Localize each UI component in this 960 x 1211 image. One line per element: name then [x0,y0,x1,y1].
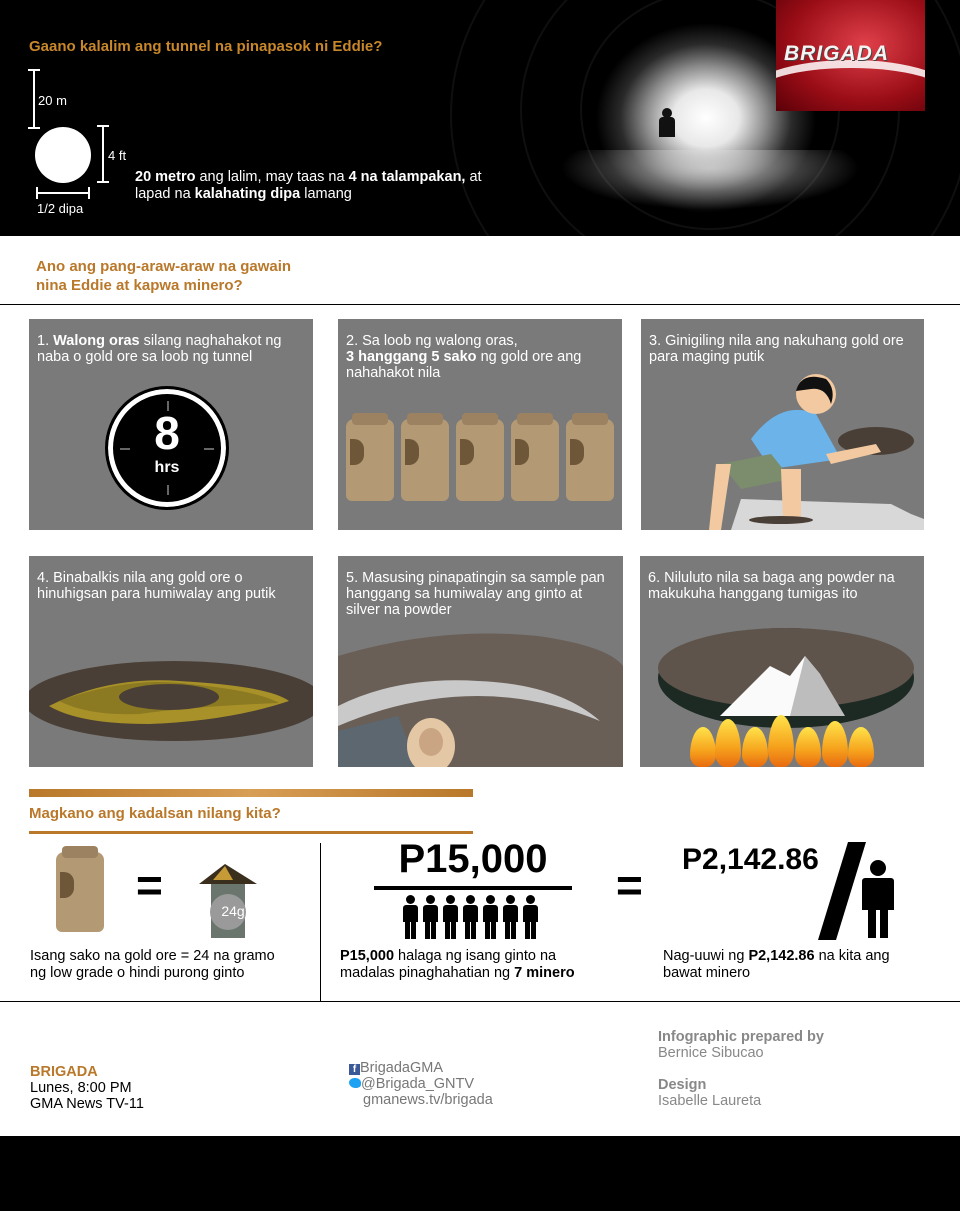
step-1-num: 1. [37,333,50,349]
step-4-num: 4. [37,570,50,586]
eq3-caption-text: Nag-uuwi ng [663,948,749,964]
desc-text: ang lalim, may taas na [195,169,349,185]
clock-tick [167,485,169,495]
eq1-caption-line1: Isang sako na gold ore = 24 na gramo [30,948,275,964]
gold-ore-sack-icon [56,852,104,932]
step-3-body: Ginigiling nila ang nakuhang gold ore para maging putik [649,333,904,365]
panning-illustration [29,556,313,767]
step-1-bold: Walong oras [53,333,140,349]
brigada-logo [776,0,925,111]
miner-person-icon [523,895,538,939]
width-label: 1/2 dipa [37,201,84,216]
step-6-body: Niluluto nila sa baga ang powder na makukuha hanggang tumigas ito [648,570,895,602]
per-miner-amount: P2,142.86 [682,843,819,876]
tunnel-cross-section-icon [35,127,91,183]
grinding-miner-illustration [641,319,924,530]
desc-text: lamang [300,185,352,202]
sack-icon [511,419,559,501]
miner-person-icon [463,895,478,939]
twitter-link[interactable] [349,1076,493,1092]
step-3-num: 3. [649,333,662,349]
eq3-caption [663,948,890,981]
section-divider [0,304,960,305]
show-name: BRIGADA [30,1064,98,1080]
eq2-caption-text: madalas pinaghahatian ng [340,964,515,981]
step-panel-3 [641,319,924,530]
show-schedule: Lunes, 8:00 PM [30,1080,132,1096]
sack-icon [401,419,449,501]
show-info [30,1064,144,1112]
design-name: Isabelle Laureta [658,1093,762,1109]
desc-bold-width: kalahating dipa [194,185,301,202]
equals-sign: = [616,859,643,911]
gold-value-amount: P15,000 [398,837,548,881]
gold-nugget-icon [195,860,261,938]
step-5-num: 5. [346,570,359,586]
clock-unit: hrs [154,459,180,476]
step-4-body: Binabalkis nila ang gold ore o hinuhigsan para humiwalay ang putik [37,570,276,602]
equals-sign: = [136,859,163,911]
step-6-num: 6. [648,570,661,586]
desc-text: at lapad na [135,169,482,202]
step-5-body: Masusing pinapatingin sa sample pan hanggang sa humiwalay ang ginto at silver na powder [346,570,605,618]
vertical-divider [320,843,321,1001]
website-link[interactable]: gmanews.tv/brigada [363,1092,493,1108]
social-links [349,1060,493,1108]
eq2-caption [340,948,575,981]
sample-pan-illustration [338,556,623,767]
desc-bold-depth: 20 metro [135,169,196,185]
fraction-bar [374,886,572,890]
clock-icon [105,386,229,510]
desc-bold-height: 4 na talampakan, [348,169,466,185]
step-panel-6 [640,556,924,767]
section1-question-line2: nina Eddie at kapwa minero? [36,277,243,294]
miner-silhouette-body [659,117,675,137]
twitter-icon [349,1078,361,1088]
sack-icon [456,419,504,501]
sack-icon [566,419,614,501]
eq2-caption-bold: P15,000 [340,948,395,964]
depth-label: 20 m [38,93,67,108]
miner-person-icon [423,895,438,939]
design-label: Design [658,1077,707,1093]
eq3-caption-text: na kita ang [814,948,890,964]
prepared-label: Infographic prepared by [658,1029,824,1045]
section1-question [36,257,291,295]
height-label: 4 ft [108,148,127,163]
hero-banner [0,0,960,236]
tunnel-description [135,169,505,202]
tunnel-dimension-diagram [25,66,135,216]
eq2-caption-bold: 7 minero [514,964,575,981]
sack-icon [346,419,394,501]
facebook-link[interactable] [349,1060,493,1076]
logo-swoosh [776,60,925,111]
water-reflection [560,150,860,210]
eq3-caption-bold: P2,142.86 [748,948,815,964]
section1-question-line1: Ano ang pang-araw-araw na gawain [36,258,292,275]
clock-number: 8 [154,407,180,459]
gold-weight-label: 24g [221,903,245,919]
eq3-caption-line2: bawat minero [663,964,751,981]
miners-group-icon [403,895,548,941]
facebook-icon: f [349,1064,360,1075]
step-panel-2 [338,319,622,530]
step-1-body: silang naghahakot ng naba o gold ore sa loob ng tunnel [37,333,282,365]
facebook-handle: BrigadaGMA [360,1060,444,1076]
show-channel: GMA News TV-11 [30,1096,144,1112]
prepared-name: Bernice Sibucao [658,1045,764,1061]
section2-bottom-bar [29,831,473,834]
miner-person-icon [483,895,498,939]
step-2-bold: 3 hanggang 5 sako [346,349,477,365]
footer-divider [0,1001,960,1002]
step-2-body: ng gold ore ang nahahakot nila [346,349,582,381]
logo-text: BRIGADA [784,42,889,65]
miner-person-icon [503,895,518,939]
twitter-handle: @Brigada_GNTV [361,1076,475,1092]
eq1-caption-line2: ng low grade o hindi purong ginto [30,964,245,981]
hero-question: Gaano kalalim ang tunnel na pinapasok ni Eddie? [29,38,383,55]
step-1-text [37,333,305,365]
miner-person-icon [403,895,418,939]
step-2-pre: Sa loob ng walong oras, [358,333,518,349]
single-miner-icon [862,860,894,938]
credits [658,1029,824,1109]
section2-question: Magkano ang kadalsan nilang kita? [29,805,281,822]
miner-person-icon [443,895,458,939]
eq2-caption-text: halaga ng isang ginto na [394,948,557,964]
step-2-num: 2. [346,333,359,349]
section2-top-bar [29,789,473,797]
step-panel-5 [338,556,623,767]
step-panel-1 [29,319,313,530]
step-panel-4 [29,556,313,767]
step-2-text [346,333,614,381]
eq1-caption [30,948,275,981]
